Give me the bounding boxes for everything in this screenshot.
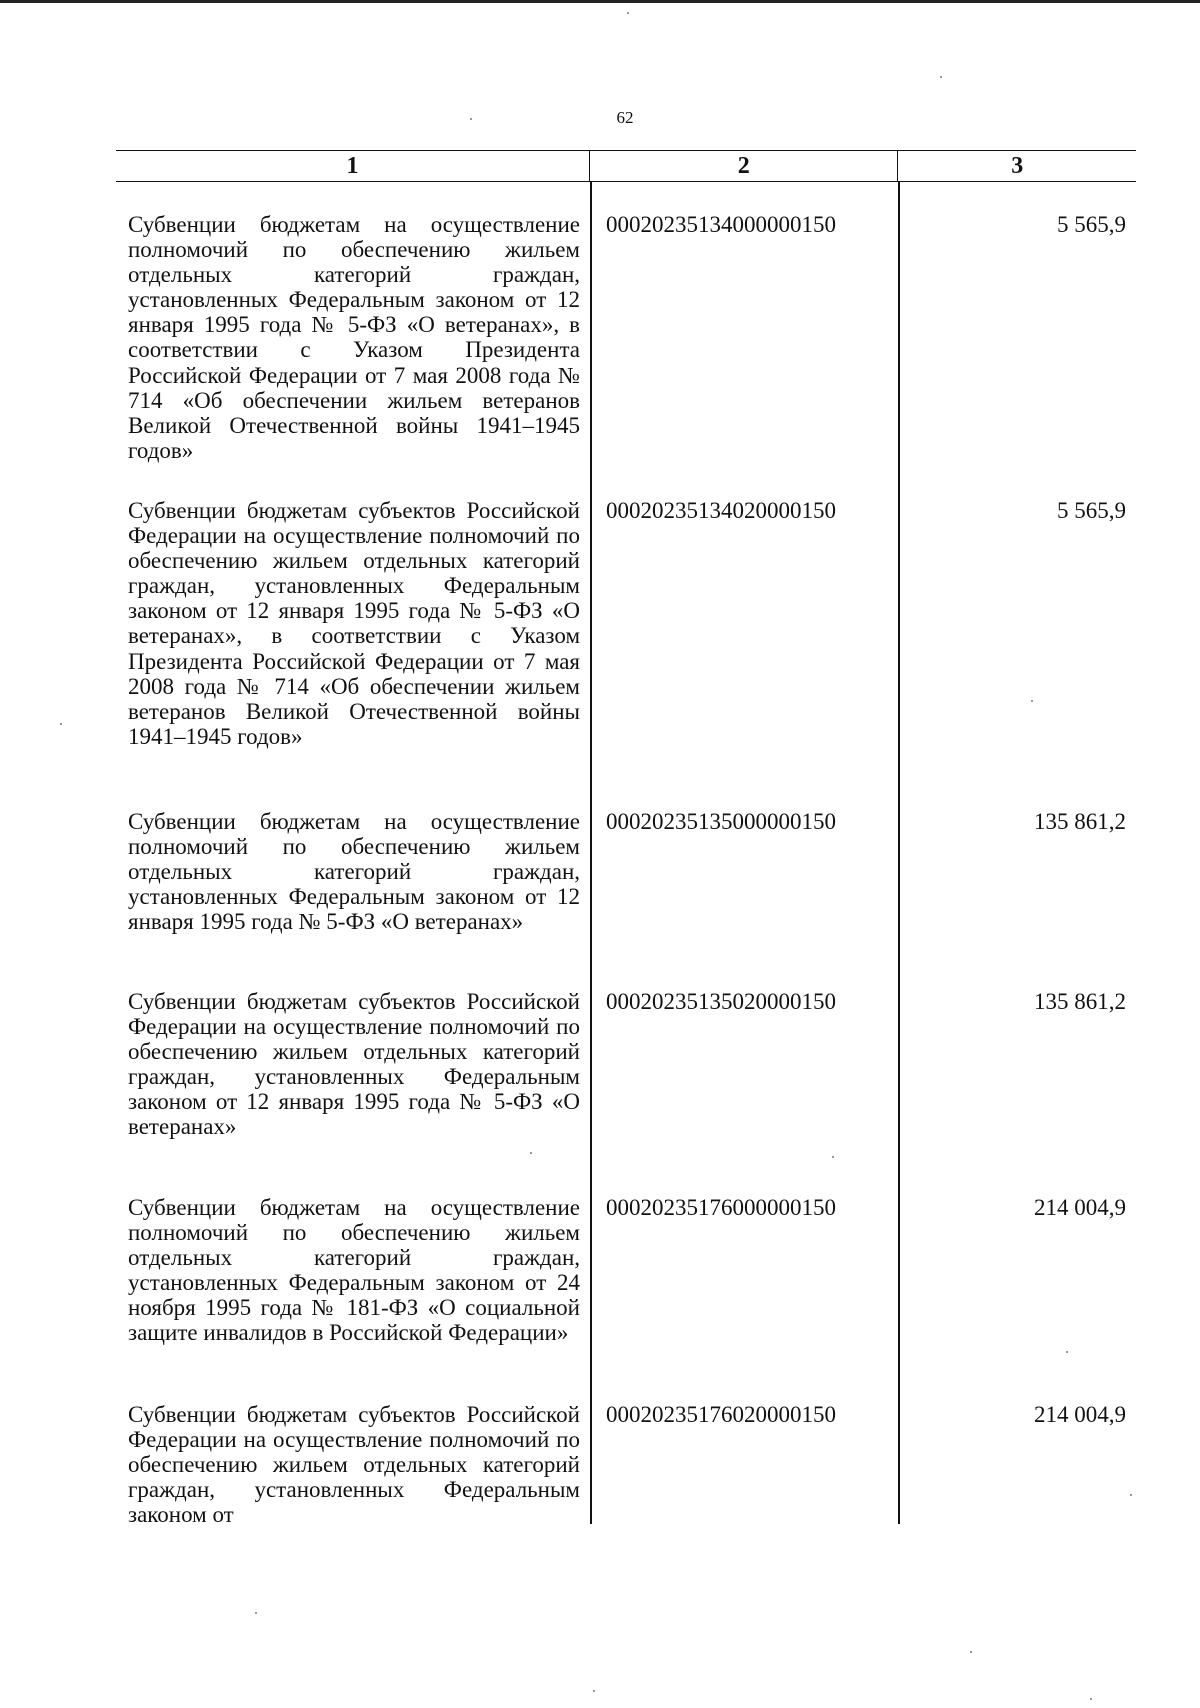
table-header-row — [116, 150, 1136, 182]
row-description: Субвенции бюджетам на осуществление полномочий по обеспечению жильем отдельных категорий граждан, установленных Федеральным законом от 12 января 1995 года № 5-ФЗ «О ветеранах» — [128, 809, 580, 935]
scan-speck — [1031, 700, 1033, 702]
row-code: 00020235176020000150 — [606, 1402, 836, 1427]
table-row — [116, 498, 1136, 749]
scan-speck — [1130, 1494, 1132, 1496]
table-row — [116, 212, 1136, 463]
scan-speck — [530, 1152, 532, 1154]
scan-speck — [627, 12, 629, 14]
table-row — [116, 1402, 1136, 1527]
row-code: 00020235135020000150 — [606, 989, 836, 1014]
column-header-2: 2 — [590, 151, 898, 181]
scan-speck — [470, 118, 472, 120]
page-number: 62 — [616, 108, 634, 127]
row-description: Субвенции бюджетам субъектов Российской Федерации на осуществление полномочий по обеспечению жильем отдельных категорий граждан, установленных Федеральным законом от 12 января 1995 года № 5-ФЗ «О ветеранах» — [128, 989, 580, 1140]
table-row — [116, 989, 1136, 1140]
row-description: Субвенции бюджетам на осуществление полномочий по обеспечению жильем отдельных категорий граждан, установленных Федеральным законом от 12 января 1995 года № 5-ФЗ «О ветеранах», в соответствии с Указом Президента Российской Федерации от 7 мая 2008 года № 714 «Об обеспечении жильем ветеранов Великой Отечественной войны 1941–1945 годов» — [128, 212, 580, 463]
row-amount: 214 004,9 — [1034, 1195, 1126, 1220]
row-amount: 135 861,2 — [1034, 809, 1126, 834]
row-amount: 5 565,9 — [1057, 212, 1126, 237]
scan-speck — [593, 1690, 595, 1692]
scan-speck — [255, 1612, 257, 1614]
row-amount: 214 004,9 — [1034, 1402, 1126, 1427]
row-amount: 135 861,2 — [1034, 989, 1126, 1014]
scan-speck — [1066, 1351, 1068, 1353]
column-header-1: 1 — [116, 151, 590, 181]
column-header-3: 3 — [1011, 153, 1024, 179]
row-code: 00020235176000000150 — [606, 1195, 836, 1220]
scan-speck — [1090, 1698, 1092, 1700]
page-top-edge — [0, 0, 1200, 3]
table-row — [116, 1195, 1136, 1346]
scan-speck — [60, 723, 62, 725]
row-description: Субвенции бюджетам на осуществление полномочий по обеспечению жильем отдельных категорий граждан, установленных Федеральным законом от 24 ноября 1995 года № 181-ФЗ «О социальной защите инвалидов в Российской Федерации» — [128, 1195, 580, 1346]
scan-speck — [940, 76, 942, 78]
row-description: Субвенции бюджетам субъектов Российской Федерации на осуществление полномочий по обеспечению жильем отдельных категорий граждан, установленных Федеральным законом от — [128, 1402, 580, 1528]
row-amount: 5 565,9 — [1057, 498, 1126, 523]
budget-table — [116, 150, 1136, 1528]
scan-speck — [970, 1651, 972, 1653]
row-code: 00020235135000000150 — [606, 809, 836, 834]
row-code: 00020235134020000150 — [606, 498, 836, 523]
row-code: 00020235134000000150 — [606, 212, 836, 237]
table-body — [116, 182, 1136, 1528]
row-description: Субвенции бюджетам субъектов Российской Федерации на осуществление полномочий по обеспечению жильем отдельных категорий граждан, установленных Федеральным законом от 12 января 1995 года № 5-ФЗ «О ветеранах», в соответствии с Указом Президента Российской Федерации от 7 мая 2008 года № 714 «Об обеспечении жильем ветеранов Великой Отечественной войны 1941–1945 годов» — [128, 498, 580, 749]
scan-speck — [832, 1156, 834, 1158]
table-row — [116, 809, 1136, 934]
